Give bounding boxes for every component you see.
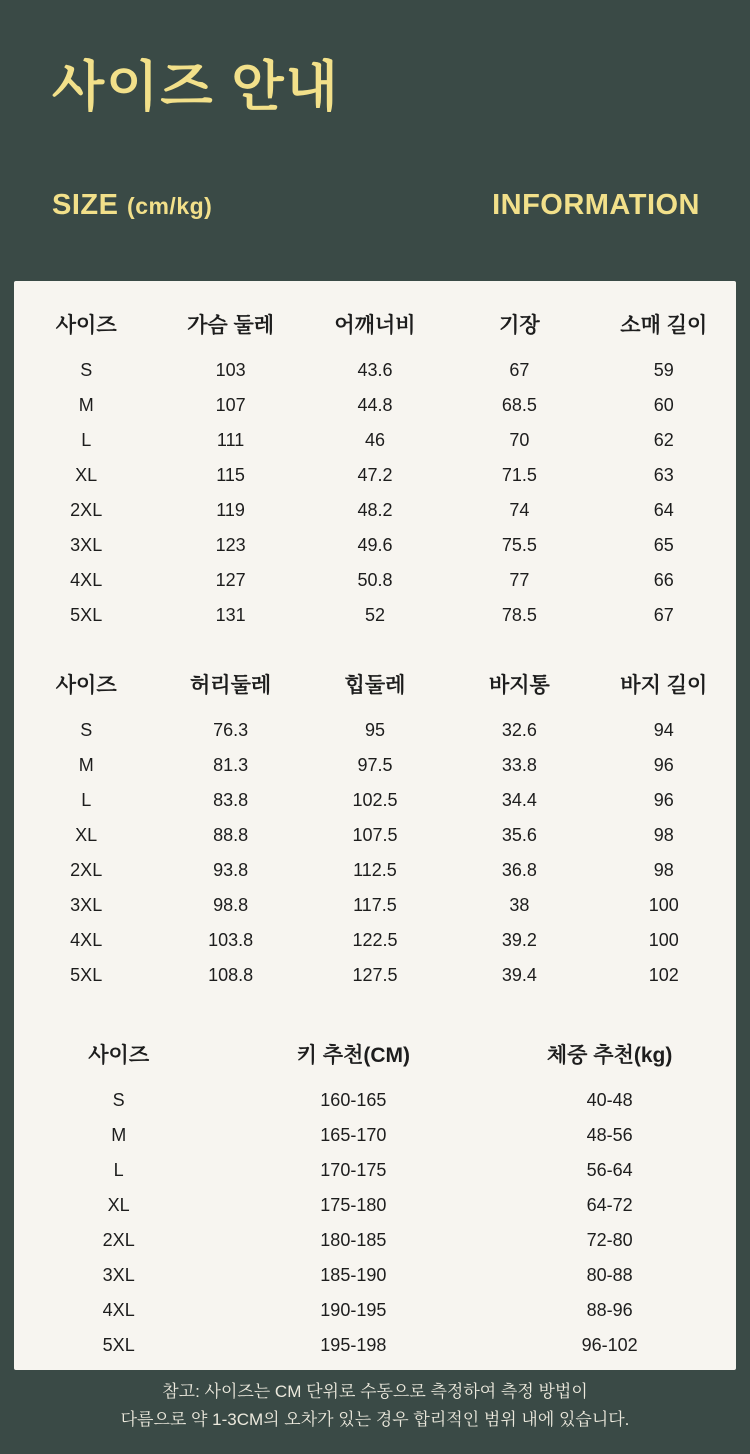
cell-length: 74	[509, 500, 530, 520]
cell-chest: 131	[215, 605, 246, 625]
cell-size: S	[80, 720, 93, 740]
col-header-size: 사이즈	[88, 1044, 150, 1067]
table-row	[14, 853, 736, 888]
table-row	[14, 1153, 736, 1188]
cell-waist: 81.3	[213, 755, 249, 775]
cell-waist: 98.8	[213, 895, 249, 915]
cell-chest: 103	[215, 360, 246, 380]
col-header-waist: 허리둘레	[190, 674, 272, 697]
cell-height: 160-165	[320, 1090, 387, 1110]
cell-weight: 56-64	[586, 1160, 633, 1180]
table-header-row	[14, 1029, 736, 1083]
cell-sleeve: 67	[653, 605, 674, 625]
cell-shoulder: 47.2	[357, 465, 393, 485]
cell-size: L	[113, 1160, 124, 1180]
table-row	[14, 783, 736, 818]
cell-size: M	[111, 1125, 127, 1145]
col-header-thigh: 바지통	[488, 674, 550, 697]
cell-size: XL	[75, 825, 98, 845]
cell-thigh: 34.4	[501, 790, 537, 810]
col-header-chest: 가슴 둘레	[187, 314, 275, 337]
cell-sleeve: 64	[653, 500, 674, 520]
table-row	[14, 1118, 736, 1153]
cell-size: L	[81, 430, 92, 450]
cell-waist: 93.8	[213, 860, 249, 880]
cell-thigh: 36.8	[501, 860, 537, 880]
cell-weight: 80-88	[586, 1265, 633, 1285]
table-header-row	[14, 659, 736, 713]
cell-size: M	[78, 755, 94, 775]
col-header-height: 키 추천(CM)	[296, 1044, 410, 1067]
cell-sleeve: 65	[653, 535, 674, 555]
table-row	[14, 528, 736, 563]
cell-length: 67	[509, 360, 530, 380]
cell-size: 3XL	[102, 1265, 135, 1285]
cell-size: 4XL	[70, 930, 103, 950]
page-header	[0, 0, 750, 222]
cell-sleeve: 66	[653, 570, 674, 590]
table-row	[14, 818, 736, 853]
cell-hip: 127.5	[352, 965, 398, 985]
table-header-row	[14, 299, 736, 353]
cell-shoulder: 52	[364, 605, 385, 625]
table-row	[14, 563, 736, 598]
cell-height: 180-185	[320, 1230, 387, 1250]
cell-height: 185-190	[320, 1265, 387, 1285]
cell-chest: 111	[216, 430, 245, 450]
cell-shoulder: 44.8	[357, 395, 393, 415]
table-row	[14, 423, 736, 458]
cell-hip: 95	[364, 720, 385, 740]
cell-waist: 103.8	[208, 930, 254, 950]
cell-sleeve: 59	[653, 360, 674, 380]
cell-shoulder: 46	[364, 430, 385, 450]
cell-size: S	[80, 360, 93, 380]
cell-sleeve: 60	[653, 395, 674, 415]
cell-size: M	[78, 395, 94, 415]
col-header-pants-length: 바지 길이	[620, 674, 708, 697]
table-row	[14, 1328, 736, 1363]
cell-sleeve: 62	[653, 430, 674, 450]
table-recommendation	[14, 1029, 736, 1363]
col-header-size: 사이즈	[55, 314, 117, 337]
cell-thigh: 39.2	[501, 930, 537, 950]
cell-pants-length: 98	[653, 825, 674, 845]
table-bottom-measurements	[14, 659, 736, 993]
cell-shoulder: 48.2	[357, 500, 393, 520]
table-row	[14, 598, 736, 633]
table-row	[14, 1083, 736, 1118]
subtitle-right: INFORMATION	[492, 189, 700, 222]
cell-height: 170-175	[320, 1160, 387, 1180]
table-row	[14, 1293, 736, 1328]
table-top-measurements	[14, 299, 736, 633]
cell-pants-length: 100	[648, 930, 679, 950]
cell-hip: 102.5	[352, 790, 398, 810]
cell-waist: 108.8	[208, 965, 254, 985]
cell-height: 165-170	[320, 1125, 387, 1145]
size-tables-card	[14, 281, 736, 1370]
cell-sleeve: 63	[653, 465, 674, 485]
cell-pants-length: 94	[653, 720, 674, 740]
cell-chest: 107	[215, 395, 246, 415]
subtitle-left	[52, 189, 212, 222]
cell-size: L	[81, 790, 92, 810]
table-row	[14, 713, 736, 748]
subtitle-left-text: SIZE	[52, 189, 119, 222]
cell-size: 5XL	[70, 965, 103, 985]
cell-waist: 83.8	[213, 790, 249, 810]
cell-chest: 123	[215, 535, 246, 555]
cell-length: 78.5	[501, 605, 537, 625]
cell-hip: 117.5	[353, 895, 397, 915]
cell-pants-length: 96	[653, 755, 674, 775]
cell-size: 5XL	[70, 605, 103, 625]
cell-height: 175-180	[320, 1195, 387, 1215]
cell-length: 70	[509, 430, 530, 450]
subtitle-left-unit: (cm/kg)	[127, 193, 213, 220]
cell-length: 75.5	[501, 535, 537, 555]
col-header-weight: 체중 추천(kg)	[546, 1044, 673, 1067]
cell-thigh: 39.4	[501, 965, 537, 985]
cell-thigh: 38	[509, 895, 530, 915]
col-header-size: 사이즈	[55, 674, 117, 697]
cell-size: S	[112, 1090, 125, 1110]
cell-weight: 72-80	[586, 1230, 633, 1250]
cell-weight: 48-56	[586, 1125, 633, 1145]
col-header-shoulder: 어깨너비	[334, 314, 416, 337]
table-row	[14, 748, 736, 783]
table-row	[14, 458, 736, 493]
cell-length: 68.5	[501, 395, 537, 415]
cell-thigh: 32.6	[501, 720, 537, 740]
cell-chest: 127	[215, 570, 246, 590]
table-row	[14, 1258, 736, 1293]
cell-size: 4XL	[70, 570, 103, 590]
cell-size: XL	[107, 1195, 130, 1215]
subtitle-row	[52, 189, 700, 222]
cell-thigh: 35.6	[501, 825, 537, 845]
cell-shoulder: 43.6	[357, 360, 393, 380]
cell-shoulder: 50.8	[357, 570, 393, 590]
cell-pants-length: 102	[648, 965, 679, 985]
footer-note-line1: 참고: 사이즈는 CM 단위로 수동으로 측정하여 측정 방법이	[162, 1382, 588, 1401]
cell-weight: 88-96	[586, 1300, 633, 1320]
cell-size: 3XL	[70, 535, 103, 555]
cell-size: 3XL	[70, 895, 103, 915]
footer-note	[0, 1378, 750, 1434]
cell-hip: 122.5	[352, 930, 398, 950]
cell-height: 190-195	[320, 1300, 387, 1320]
cell-size: 2XL	[102, 1230, 135, 1250]
cell-height: 195-198	[320, 1335, 387, 1355]
cell-thigh: 33.8	[501, 755, 537, 775]
col-header-sleeve: 소매 길이	[620, 314, 708, 337]
cell-pants-length: 98	[653, 860, 674, 880]
cell-weight: 96-102	[581, 1335, 638, 1355]
table-row	[14, 493, 736, 528]
cell-size: 4XL	[102, 1300, 135, 1320]
cell-waist: 88.8	[213, 825, 249, 845]
table-row	[14, 353, 736, 388]
cell-size: 2XL	[70, 860, 103, 880]
cell-chest: 119	[216, 500, 245, 520]
footer-note-line2: 다름으로 약 1-3CM의 오차가 있는 경우 합리적인 범위 내에 있습니다.	[120, 1410, 630, 1430]
cell-length: 71.5	[501, 465, 537, 485]
table-row	[14, 1188, 736, 1223]
cell-weight: 40-48	[586, 1090, 633, 1110]
cell-size: 2XL	[70, 500, 103, 520]
cell-shoulder: 49.6	[357, 535, 393, 555]
page-title: 사이즈 안내	[52, 57, 340, 117]
table-row	[14, 923, 736, 958]
cell-length: 77	[509, 570, 530, 590]
cell-chest: 115	[216, 465, 245, 485]
cell-hip: 97.5	[357, 755, 393, 775]
cell-size: 5XL	[102, 1335, 135, 1355]
cell-size: XL	[75, 465, 98, 485]
cell-waist: 76.3	[213, 720, 249, 740]
cell-pants-length: 96	[653, 790, 674, 810]
cell-pants-length: 100	[648, 895, 679, 915]
table-row	[14, 958, 736, 993]
table-row	[14, 388, 736, 423]
table-row	[14, 1223, 736, 1258]
col-header-hip: 힙둘레	[344, 674, 406, 697]
cell-hip: 107.5	[352, 825, 398, 845]
cell-weight: 64-72	[586, 1195, 633, 1215]
table-row	[14, 888, 736, 923]
col-header-length: 기장	[499, 314, 540, 337]
cell-hip: 112.5	[353, 860, 397, 880]
